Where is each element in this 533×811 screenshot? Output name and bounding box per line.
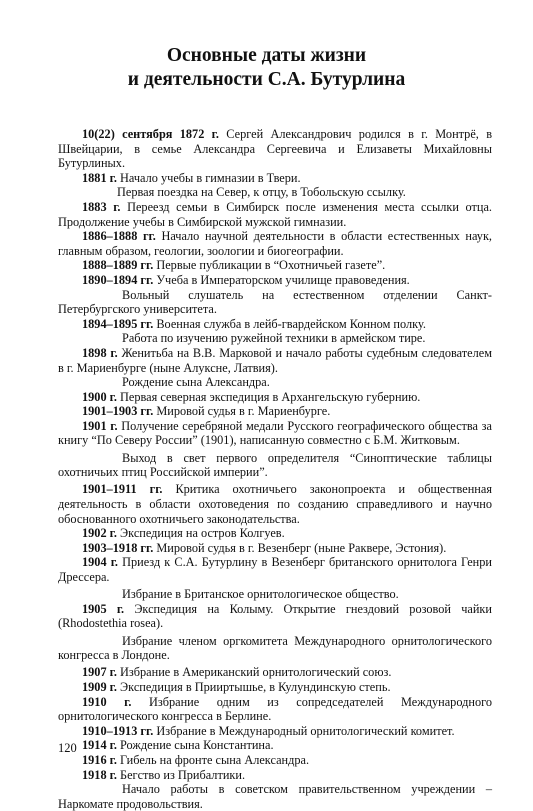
chronology-entry	[58, 404, 492, 419]
entry-date: 1898 г.	[82, 345, 118, 360]
title-line-1: Основные даты жизни	[166, 45, 367, 66]
page-number: 120	[58, 741, 77, 755]
entry-text: Работа по изучению ружейной техники в армейском тире.	[122, 331, 426, 346]
entry-text: Экспедиция на остров Колгуев.	[116, 526, 285, 541]
chronology-entry	[58, 782, 492, 811]
entry-date: 1910–1913 гг.	[82, 723, 154, 738]
entry-date: 1904 г.	[82, 555, 118, 570]
entry-date: 1901–1903 гг.	[82, 404, 154, 419]
chronology-entry	[58, 273, 492, 288]
entry-text: Первая поездка на Север, к отцу, в Тобольскую ссылку.	[117, 185, 406, 200]
entry-text: Начало научной деятельности в области естественных наук, главным образом, геологии, зоологии и биогеографии.	[58, 229, 493, 258]
entry-date: 1909 г.	[82, 679, 117, 694]
chronology-entry	[58, 346, 492, 375]
entry-text: Избрание в Британское орнитологическое общество.	[122, 587, 399, 602]
chronology-entry	[58, 555, 492, 584]
entry-date: 1902 г.	[82, 526, 117, 541]
entry-text: Избрание членом оргкомитета Международного орнитологического конгресса в Лондоне.	[58, 633, 492, 663]
entry-text: Переезд семьи в Симбирск после изменения места ссылки отца. Продолжение учебы в Симбирской мужской гимназии.	[58, 199, 492, 229]
entry-date: 1905 г.	[82, 601, 125, 616]
chronology-entry	[58, 375, 492, 390]
entry-text: Гибель на фронте сына Александра.	[116, 752, 310, 767]
entry-text: Сергей Александрович родился в г. Монтрё, в Швейцарии, в семье Александра Сергеевича и Елизаветы Михайловны Бутурлиных.	[58, 127, 492, 171]
chronology-entry	[58, 258, 492, 273]
chronology-entry	[58, 451, 492, 480]
entry-date: 1914 г.	[82, 738, 117, 753]
chronology-entry	[58, 587, 492, 602]
entry-date: 1886–1888 гг.	[82, 229, 156, 244]
entry-date: 1890–1894 гг.	[82, 272, 154, 287]
chronology-entry	[58, 127, 492, 171]
entry-date: 1881 г.	[82, 170, 117, 185]
entry-text: Критика охотничьего законопроекта и общественная деятельность в области охотоведения по созданию справедливого и научно обоснованного охотничьего законодательства.	[58, 482, 492, 526]
entry-date: 1910 г.	[82, 694, 132, 709]
page-title	[0, 44, 533, 92]
entry-text: Начало учебы в гимназии в Твери.	[116, 170, 301, 185]
entry-text: Избрание в Американский орнитологический союз.	[116, 665, 392, 680]
entry-text: Выход в свет первого определителя “Синоптические таблицы охотничьих птиц Российской империи”.	[58, 450, 492, 480]
chronology-entry	[58, 171, 492, 186]
title-line-2: и деятельности С.А. Бутурлина	[127, 69, 406, 90]
chronology-entry	[58, 288, 492, 317]
entry-text: Мировой судья в г. Мариенбурге.	[153, 404, 331, 419]
chronology-entry	[58, 753, 492, 768]
entry-date: 1901 г.	[82, 418, 118, 433]
chronology-entry	[58, 665, 492, 680]
entry-text: Вольный слушатель на естественном отделении Санкт-Петербургского университета.	[58, 287, 492, 317]
entry-date: 1894–1895 гг.	[82, 316, 154, 331]
chronology-entry	[58, 695, 492, 724]
entry-text: Экспедиция в Прииртышье, в Кулундинскую степь.	[116, 679, 391, 694]
entry-date: 1916 г.	[82, 752, 117, 767]
chronology-entry	[58, 680, 492, 695]
chronology-entry	[58, 724, 492, 739]
entry-text: Избрание в Международный орнитологический комитет.	[153, 723, 455, 738]
entry-date: 1883 г.	[82, 199, 121, 214]
entry-text: Приезд к С.А. Бутурлину в Везенберг британского орнитолога Генри Дрессера.	[58, 555, 492, 584]
entry-text: Рождение сына Александра.	[122, 375, 270, 390]
entry-text: Экспедиция на Колыму. Открытие гнездовий розовой чайки (Rhodostethia rosea).	[58, 601, 492, 631]
chronology-entry	[58, 229, 492, 258]
entry-date: 1900 г.	[82, 389, 117, 404]
entry-text: Бегство из Прибалтики.	[116, 767, 246, 782]
entry-text: Женитьба на В.В. Марковой и начало работы судебным следователем в г. Мариенбурге (ныне Алуксне, Латвия).	[58, 345, 492, 375]
entry-date: 1903–1918 гг.	[82, 540, 154, 555]
chronology-entry	[58, 317, 492, 332]
chronology-entry	[58, 768, 492, 783]
entry-date: 1888–1889 гг.	[82, 258, 154, 273]
entry-date: 10(22) сентября 1872 г.	[82, 127, 219, 141]
entry-text: Рождение сына Константина.	[116, 738, 274, 753]
chronology-entry	[58, 482, 492, 526]
entry-text: Начало работы в советском правительственном учреждении – Наркомате продовольствия.	[58, 782, 492, 811]
entry-text: Учеба в Императорском училище правоведения.	[153, 272, 410, 287]
entry-date: 1901–1911 гг.	[82, 482, 163, 497]
chronology-entry	[58, 185, 492, 200]
chronology-list	[58, 127, 492, 811]
entry-text: Военная служба в лейб-гвардейском Конном полку.	[153, 316, 426, 331]
chronology-entry	[58, 390, 492, 405]
entry-text: Получение серебряной медали Русского географического общества за книгу “По Северу России” (1901), написанную совместно с Б.М. Житковым.	[58, 418, 492, 448]
chronology-entry	[58, 738, 492, 753]
entry-date: 1907 г.	[82, 665, 117, 680]
entry-text: Первая северная экспедиция в Архангельскую губернию.	[116, 389, 421, 404]
chronology-entry	[58, 331, 492, 346]
chronology-entry	[58, 602, 492, 631]
chronology-entry	[58, 526, 492, 541]
entry-text: Первые публикации в “Охотничьей газете”.	[153, 258, 386, 273]
chronology-entry	[58, 541, 492, 556]
chronology-entry	[58, 419, 492, 448]
entry-date: 1918 г.	[82, 767, 117, 782]
chronology-entry	[58, 634, 492, 663]
entry-text: Мировой судья в г. Везенберг (ныне Раквере, Эстония).	[153, 540, 447, 555]
chronology-entry	[58, 200, 492, 229]
entry-text: Избрание одним из сопредседателей Международного орнитологического конгресса в Берлине.	[58, 694, 492, 724]
